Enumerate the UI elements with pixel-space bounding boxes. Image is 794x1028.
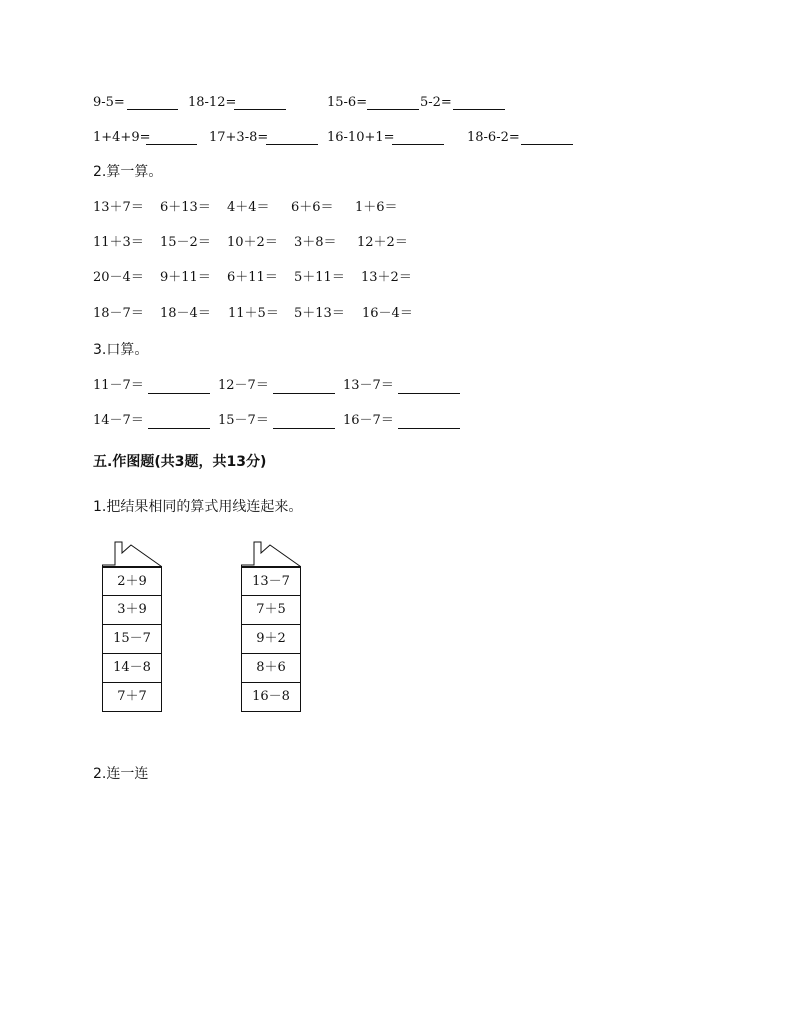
house-floor[interactable]: 14－8: [102, 654, 162, 683]
expression: 15－7＝: [218, 413, 269, 428]
expression: 15-6=: [327, 95, 368, 110]
calc-item: 18－4＝: [160, 306, 211, 321]
expression: 17+3-8=: [209, 130, 269, 145]
house-floor[interactable]: 9＋2: [241, 625, 301, 654]
expression: 16－7＝: [343, 413, 394, 428]
house-floor[interactable]: 13－7: [241, 567, 301, 596]
calc-item: 12＋2＝: [357, 235, 408, 250]
calc-item: 1＋6＝: [355, 200, 398, 215]
calc-item: 13＋7＝: [93, 200, 144, 215]
expression: 12－7＝: [218, 378, 269, 393]
calc-item: 16－4＝: [362, 306, 413, 321]
expression: 16-10+1=: [327, 130, 395, 145]
house-floor[interactable]: 7＋5: [241, 596, 301, 625]
calc-item: 10＋2＝: [227, 235, 278, 250]
calc-item: 15－2＝: [160, 235, 211, 250]
calc-item: 5＋13＝: [294, 306, 345, 321]
calc-item: 5＋11＝: [294, 270, 345, 285]
expression: 9-5=: [93, 95, 125, 110]
answer-blank[interactable]: [273, 428, 335, 429]
answer-blank[interactable]: [392, 144, 444, 145]
calc-item: 6＋11＝: [227, 270, 278, 285]
section-title: 3.口算。: [93, 342, 149, 358]
expression: 1+4+9=: [93, 130, 151, 145]
expression: 5-2=: [420, 95, 452, 110]
calc-item: 6＋13＝: [160, 200, 211, 215]
answer-blank[interactable]: [234, 109, 286, 110]
expression: 18-6-2=: [467, 130, 520, 145]
calc-item: 11＋3＝: [93, 235, 144, 250]
answer-blank[interactable]: [266, 144, 318, 145]
calc-item: 11＋5＝: [228, 306, 279, 321]
house-floor[interactable]: 15－7: [102, 625, 162, 654]
answer-blank[interactable]: [453, 109, 505, 110]
question-text: 2.连一连: [93, 766, 149, 782]
answer-blank[interactable]: [146, 144, 197, 145]
calc-item: 20－4＝: [93, 270, 144, 285]
calc-item: 3＋8＝: [294, 235, 337, 250]
section-title: 2.算一算。: [93, 164, 163, 180]
calc-item: 13＋2＝: [361, 270, 412, 285]
calc-item: 18－7＝: [93, 306, 144, 321]
calc-item: 4＋4＝: [227, 200, 270, 215]
house-floor[interactable]: 8＋6: [241, 654, 301, 683]
answer-blank[interactable]: [148, 428, 210, 429]
answer-blank[interactable]: [273, 393, 335, 394]
calc-item: 6＋6＝: [291, 200, 334, 215]
part-title: 五.作图题(共3题，共13分): [93, 454, 267, 470]
answer-blank[interactable]: [148, 393, 210, 394]
house-floor[interactable]: 7＋7: [102, 683, 162, 712]
expression: 14－7＝: [93, 413, 144, 428]
house-floor[interactable]: 2＋9: [102, 567, 162, 596]
answer-blank[interactable]: [127, 109, 178, 110]
house-right: [241, 541, 301, 713]
house-roof-icon: [102, 541, 162, 567]
answer-blank[interactable]: [398, 393, 460, 394]
answer-blank[interactable]: [521, 144, 573, 145]
question-text: 1.把结果相同的算式用线连起来。: [93, 499, 303, 515]
house-roof-icon: [241, 541, 301, 567]
answer-blank[interactable]: [398, 428, 460, 429]
house-floor[interactable]: 16－8: [241, 683, 301, 712]
house-floor[interactable]: 3＋9: [102, 596, 162, 625]
expression: 18-12=: [188, 95, 237, 110]
house-left: [102, 541, 162, 713]
expression: 13－7＝: [343, 378, 394, 393]
answer-blank[interactable]: [367, 109, 419, 110]
calc-item: 9＋11＝: [160, 270, 211, 285]
expression: 11－7＝: [93, 378, 144, 393]
